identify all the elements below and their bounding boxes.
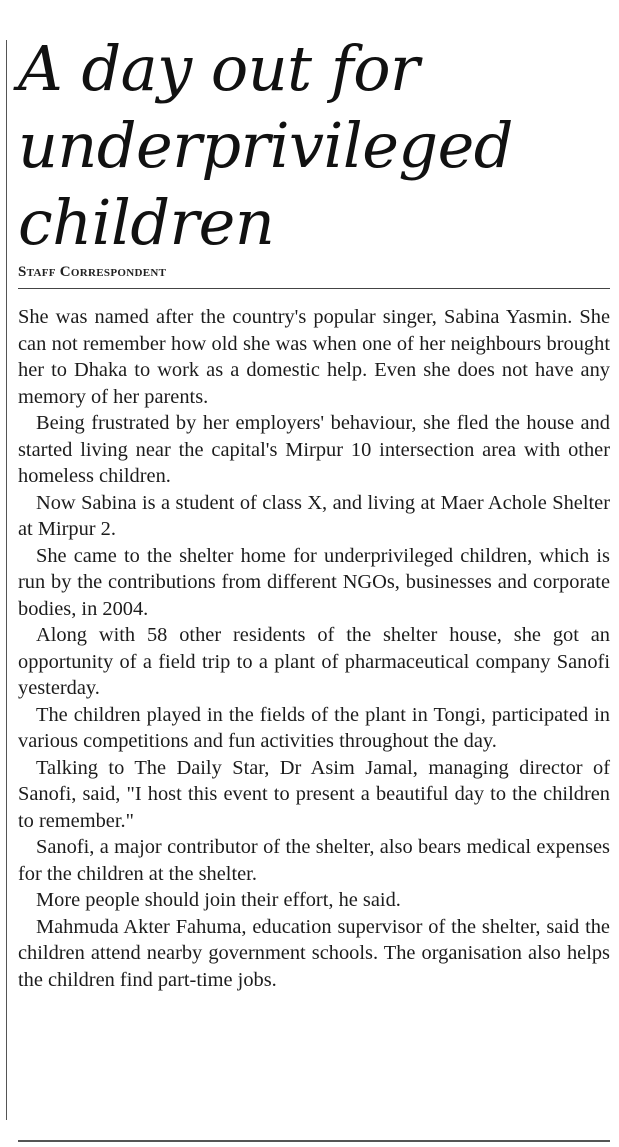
- column-rule-left: [6, 40, 7, 1120]
- paragraph-5: Along with 58 other residents of the shelter house, she got an opportunity of a field trip to a plant of pharmaceutical company Sanofi yesterday.: [18, 624, 610, 699]
- paragraph-1: She was named after the country's popular singer, Sabina Yasmin. She can not remember how old she was when one of her neighbours brought her to Dhaka to work as a domestic help. Even she does not have any memory of her parents.: [18, 306, 610, 408]
- paragraph-7: Talking to The Daily Star, Dr Asim Jamal, managing director of Sanofi, said, "I host this event to present a beautiful day to the children to remember.": [18, 756, 610, 832]
- paragraph-10: Mahmuda Akter Fahuma, education supervisor of the shelter, said the children attend nearby government schools. The organisation also helps the children find part-time jobs.: [18, 915, 610, 991]
- headline: [18, 30, 610, 261]
- paragraph-6: The children played in the fields of the plant in Tongi, participated in various competitions and fun activities throughout the day.: [18, 703, 610, 752]
- paragraph-8: Sanofi, a major contributor of the shelter, also bears medical expenses for the children at the shelter.: [18, 836, 610, 885]
- bottom-rule: [18, 1140, 610, 1142]
- headline-line-2: underprivileged: [18, 109, 513, 182]
- article-body: [18, 304, 610, 993]
- paragraph-3: Now Sabina is a student of class X, and living at Maer Achole Shelter at Mirpur 2.: [18, 491, 610, 540]
- article: [18, 30, 610, 993]
- byline: Staff Correspondent: [18, 261, 610, 289]
- headline-line-1: A day out for: [18, 32, 420, 105]
- paragraph-4: She came to the shelter home for underprivileged children, which is run by the contributions from different NGOs, businesses and corporate bodies, in 2004.: [18, 544, 610, 620]
- paragraph-9: More people should join their effort, he said.: [36, 889, 401, 911]
- paragraph-2: Being frustrated by her employers' behaviour, she fled the house and started living near the capital's Mirpur 10 intersection area with other homeless children.: [18, 412, 610, 487]
- headline-line-3: children: [18, 186, 275, 259]
